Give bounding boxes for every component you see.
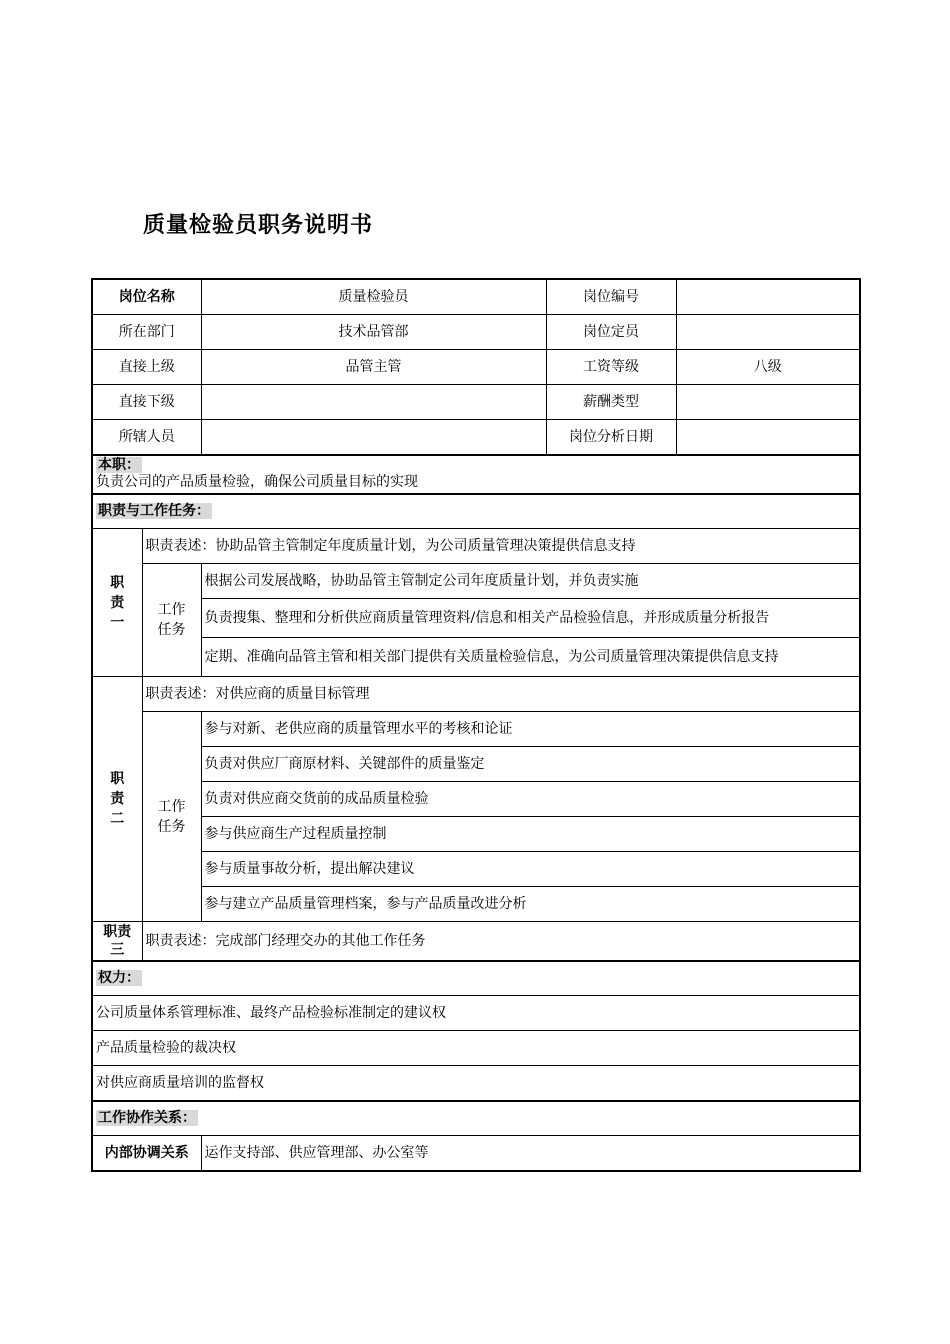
duty1-desc-row — [92, 529, 860, 564]
duty2-task: 参与质量事故分析，提出解决建议 — [201, 852, 860, 887]
duty1-description: 职责表述：协助品管主管制定年度质量计划，为公司质量管理决策提供信息支持 — [142, 529, 860, 564]
internal-relation-text: 运作支持部、供应管理部、办公室等 — [201, 1136, 860, 1172]
duty1-task-row — [92, 638, 860, 677]
duty1-task-label: 工作任务 — [142, 564, 201, 677]
label-subordinate: 直接下级 — [92, 385, 201, 420]
duty3-row — [92, 922, 860, 962]
basic-duty-text: 负责公司的产品质量检验，确保公司质量目标的实现 — [96, 474, 418, 490]
label-salary-grade: 工资等级 — [546, 350, 676, 385]
label-analysis-date: 岗位分析日期 — [546, 420, 676, 456]
value-staff — [201, 420, 546, 456]
value-position-code — [676, 279, 860, 315]
duty2-task: 参与供应商生产过程质量控制 — [201, 817, 860, 852]
duty1-label: 职责一 — [92, 529, 142, 677]
value-subordinate — [201, 385, 546, 420]
duty2-description: 职责表述：对供应商的质量目标管理 — [142, 677, 860, 712]
label-staff: 所辖人员 — [92, 420, 201, 456]
duty2-task: 参与对新、老供应商的质量管理水平的考核和论证 — [201, 712, 860, 747]
duty2-task-label: 工作任务 — [142, 712, 201, 922]
value-headcount — [676, 315, 860, 350]
basic-duty-row — [92, 455, 860, 494]
basic-duty-label: 本职： — [98, 457, 140, 473]
info-row-staff — [92, 420, 860, 456]
duty2-task: 参与建立产品质量管理档案，参与产品质量改进分析 — [201, 887, 860, 922]
info-row-name — [92, 279, 860, 315]
label-pay-type: 薪酬类型 — [546, 385, 676, 420]
internal-relation-row — [92, 1136, 860, 1172]
label-headcount: 岗位定员 — [546, 315, 676, 350]
power-item: 对供应商质量培训的监督权 — [92, 1066, 860, 1102]
duty2-task-row — [92, 782, 860, 817]
value-pay-type — [676, 385, 860, 420]
value-department: 技术品管部 — [201, 315, 546, 350]
duty2-task: 负责对供应商交货前的成品质量检验 — [201, 782, 860, 817]
label-department: 所在部门 — [92, 315, 201, 350]
duty1-task-row — [92, 564, 860, 599]
duty1-task: 定期、准确向品管主管和相关部门提供有关质量检验信息，为公司质量管理决策提供信息支持 — [201, 638, 860, 677]
power-header-row — [92, 961, 860, 996]
label-superior: 直接上级 — [92, 350, 201, 385]
relation-header-row — [92, 1101, 860, 1136]
duty3-description: 职责表述：完成部门经理交办的其他工作任务 — [142, 922, 860, 962]
duty3-label: 职责三 — [92, 922, 142, 962]
info-row-superior — [92, 350, 860, 385]
power-item: 产品质量检验的裁决权 — [92, 1031, 860, 1066]
duty2-task-row — [92, 747, 860, 782]
value-analysis-date — [676, 420, 860, 456]
value-superior: 品管主管 — [201, 350, 546, 385]
duty2-task-row — [92, 712, 860, 747]
internal-relation-label: 内部协调关系 — [92, 1136, 201, 1172]
power-item: 公司质量体系管理标准、最终产品检验标准制定的建议权 — [92, 996, 860, 1031]
duty1-task-row — [92, 599, 860, 638]
power-row — [92, 1066, 860, 1102]
duty1-task: 负责搜集、整理和分析供应商质量管理资料/信息和相关产品检验信息，并形成质量分析报告 — [201, 599, 860, 638]
label-position-code: 岗位编号 — [546, 279, 676, 315]
duties-header: 职责与工作任务： — [92, 494, 860, 529]
value-salary-grade: 八级 — [676, 350, 860, 385]
duty1-task: 根据公司发展战略，协助品管主管制定公司年度质量计划，并负责实施 — [201, 564, 860, 599]
info-row-subordinate — [92, 385, 860, 420]
duty2-desc-row — [92, 677, 860, 712]
duties-header-row — [92, 494, 860, 529]
duty2-task-row — [92, 887, 860, 922]
value-position-name: 质量检验员 — [201, 279, 546, 315]
relation-header: 工作协作关系： — [92, 1101, 860, 1136]
duty2-label: 职责二 — [92, 677, 142, 922]
power-row — [92, 1031, 860, 1066]
duty2-task-row — [92, 817, 860, 852]
page-title: 质量检验员职务说明书 — [143, 213, 374, 238]
power-row — [92, 996, 860, 1031]
duty2-task: 负责对供应厂商原材料、关键部件的质量鉴定 — [201, 747, 860, 782]
job-description-table — [91, 278, 861, 1172]
power-header: 权力： — [92, 961, 860, 996]
label-position-name: 岗位名称 — [92, 279, 201, 315]
duty2-task-row — [92, 852, 860, 887]
info-row-dept — [92, 315, 860, 350]
basic-duty-cell — [92, 455, 860, 494]
